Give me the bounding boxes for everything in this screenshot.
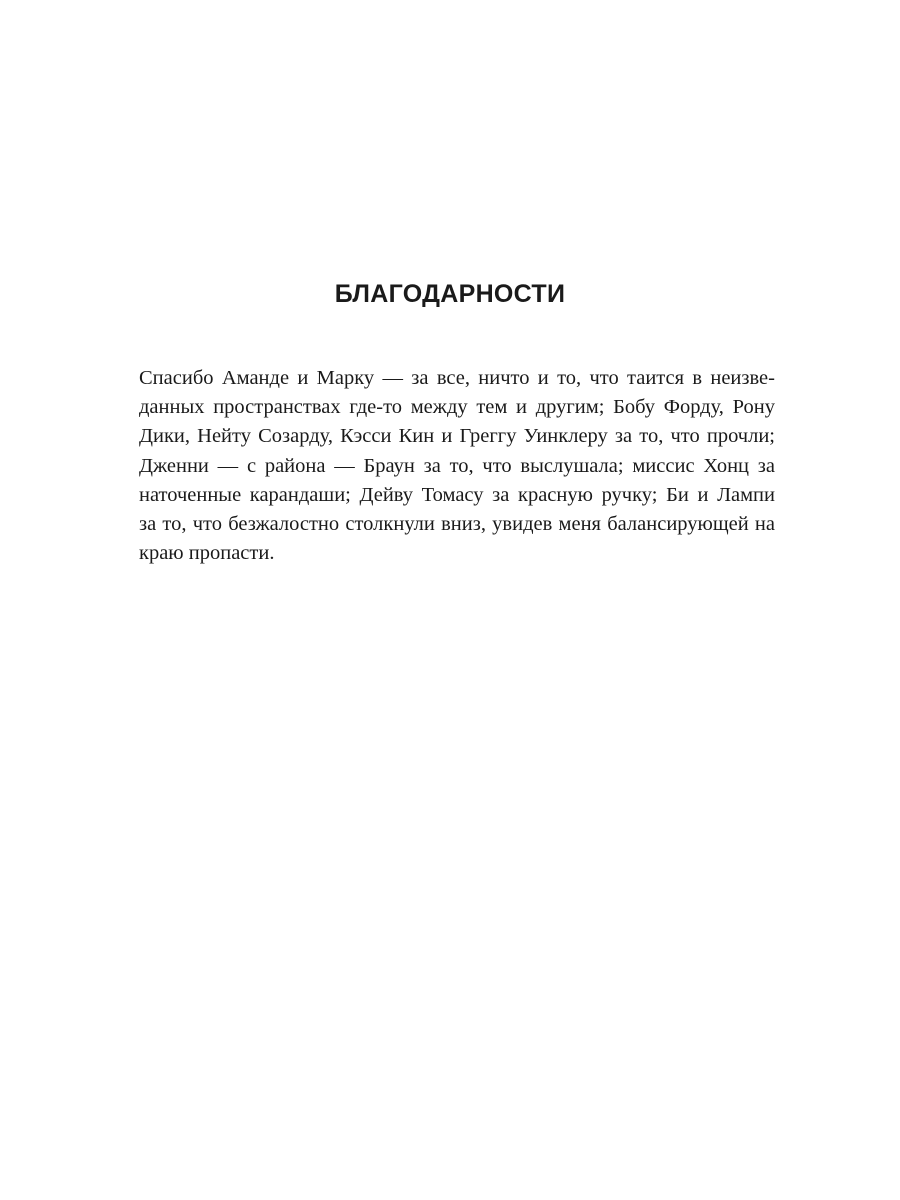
paragraph-line: данных пространствах где-то между тем и другим; Бобу Форду, Рону <box>139 396 775 419</box>
paragraph-line: наточенные карандаши; Дейву Томасу за красную ручку; Би и Лампи <box>139 483 775 506</box>
acknowledgements-paragraph <box>139 364 775 568</box>
paragraph-line: Спасибо Аманде и Марку — за все, ничто и то, что таится в неизве- <box>139 367 775 389</box>
paragraph-line: за то, что безжалостно столкнули вниз, увидев меня балансирующей на <box>139 513 775 536</box>
paragraph-line: Дженни — с района — Браун за то, что выслушала; миссис Хонц за <box>139 454 775 477</box>
paragraph-line: Дики, Нейту Созарду, Кэсси Кин и Греггу Уинклеру за то, что прочли; <box>139 425 775 448</box>
page-title: БЛАГОДАРНОСТИ <box>334 280 566 308</box>
paragraph-line: краю пропасти. <box>139 542 275 565</box>
